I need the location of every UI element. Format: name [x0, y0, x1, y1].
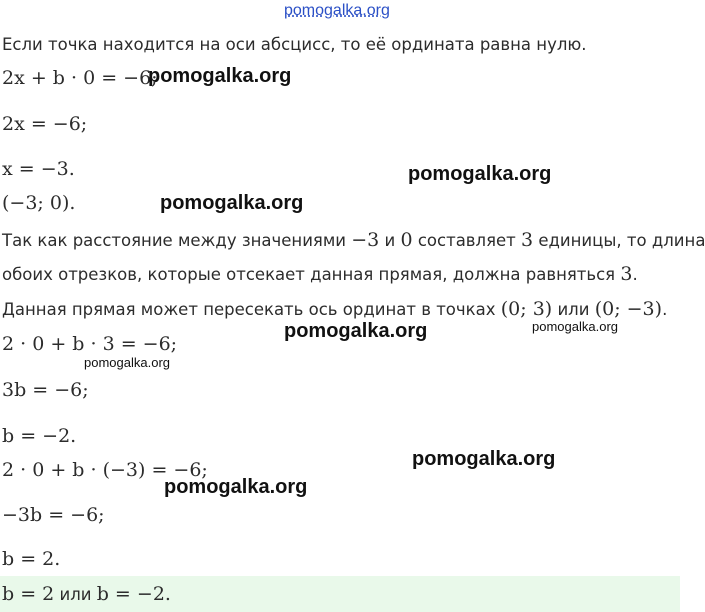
paragraph-1: Так как расстояние между значениями −3 и 0 составляет 3 единицы, то длина [2, 229, 705, 251]
equation-3: x = −3. [2, 158, 75, 180]
value-3: 3 [521, 229, 534, 251]
equation-1: 2x + b · 0 = −6; [2, 67, 158, 89]
equation-6: b = −2. [2, 425, 77, 447]
watermark-7: pomogalka.org [412, 448, 556, 470]
value-0: 0 [400, 229, 413, 251]
value-minus-3: −3 [351, 229, 380, 251]
watermark-2: pomogalka.org [408, 163, 552, 185]
watermark-6: pomogalka.org [84, 355, 170, 370]
watermark-top[interactable]: pomogalka.org [284, 2, 390, 19]
watermark-8: pomogalka.org [164, 476, 308, 498]
watermark-3: pomogalka.org [160, 192, 304, 214]
equation-9: b = 2. [2, 548, 61, 570]
point-result: (−3; 0). [2, 192, 76, 214]
paragraph-3: Данная прямая может пересекать ось ординат в точках (0; 3) или (0; −3). [2, 298, 668, 320]
paragraph-2: обоих отрезков, которые отсекает данная прямая, должна равняться 3. [2, 263, 638, 285]
equation-8: −3b = −6; [2, 504, 105, 526]
point-0-3: (0; 3) [500, 298, 553, 320]
equation-7: 2 · 0 + b · (−3) = −6; [2, 459, 208, 481]
equation-4: 2 · 0 + b · 3 = −6; [2, 333, 178, 355]
equation-2: 2x = −6; [2, 113, 88, 135]
intro-text: Если точка находится на оси абсцисс, то её ордината равна нулю. [2, 35, 587, 54]
watermark-5: pomogalka.org [532, 319, 618, 334]
equation-5: 3b = −6; [2, 379, 89, 401]
watermark-1: pomogalka.org [148, 65, 292, 87]
point-0-minus-3: (0; −3) [594, 298, 663, 320]
value-3-length: 3 [620, 263, 633, 285]
watermark-4: pomogalka.org [284, 320, 428, 342]
final-answer: b = 2 или b = −2. [2, 583, 171, 605]
